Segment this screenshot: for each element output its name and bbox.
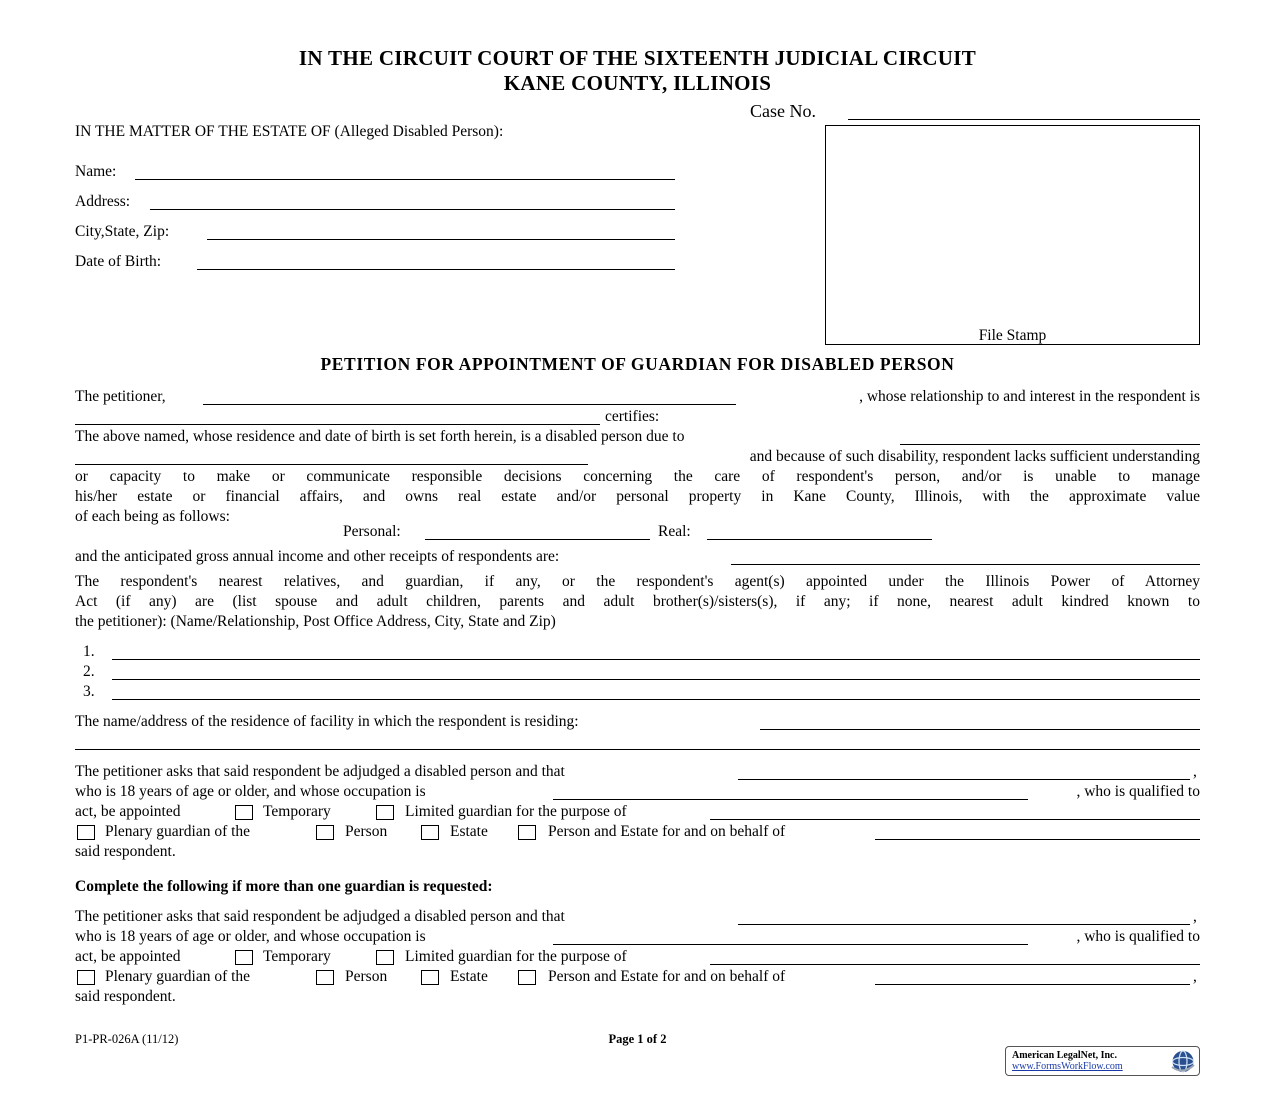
plenary-guardian-label: Plenary guardian of the <box>105 823 251 840</box>
guardian-occupation-field[interactable] <box>553 799 1028 800</box>
temporary-checkbox-2[interactable] <box>235 950 253 965</box>
form-id: P1-PR-026A (11/12) <box>75 1032 179 1046</box>
relative-number: 1. <box>83 643 95 660</box>
disability-text: The above named, whose residence and date of birth is set forth herein, is a disabled person due to <box>75 428 685 445</box>
facility-field-2[interactable] <box>75 749 1200 750</box>
understanding-text: and because of such disability, respondent lacks sufficient understanding <box>749 448 1200 465</box>
facility-field[interactable] <box>760 729 1200 730</box>
relatives-text-1: The respondent's nearest relatives, and guardian, if any, or the respondent's agent(s) appointed under the Illinois Power of Attorney <box>75 573 1200 590</box>
relative-field-3[interactable] <box>112 699 1200 700</box>
logo-url[interactable]: www.FormsWorkFlow.com <box>1012 1061 1123 1072</box>
guardian-age-text: who is 18 years of age or older, and whose occupation is <box>75 928 426 945</box>
real-value-field[interactable] <box>707 539 932 540</box>
temporary-checkbox[interactable] <box>235 805 253 820</box>
limited-guardian-checkbox[interactable] <box>376 805 394 820</box>
guardian-name-field-2[interactable] <box>738 924 1190 925</box>
limited-guardian-label: Limited guardian for the purpose of <box>405 948 627 965</box>
person-checkbox[interactable] <box>316 825 334 840</box>
page-number: Page 1 of 2 <box>608 1032 667 1046</box>
on-behalf-of-field-2[interactable] <box>875 984 1190 985</box>
form-title: PETITION FOR APPOINTMENT OF GUARDIAN FOR DISABLED PERSON <box>320 354 955 374</box>
limited-guardian-checkbox-2[interactable] <box>376 950 394 965</box>
personal-value-field[interactable] <box>425 539 650 540</box>
person-label: Person <box>345 823 388 840</box>
limited-purpose-field-2[interactable] <box>710 964 1200 965</box>
said-respondent-text: said respondent. <box>75 988 176 1005</box>
guardian-occupation-field-2[interactable] <box>553 944 1028 945</box>
city-state-zip-label: City,State, Zip: <box>75 223 170 240</box>
income-text: and the anticipated gross annual income and other receipts of respondents are: <box>75 548 560 565</box>
real-label: Real: <box>658 523 691 540</box>
temporary-label: Temporary <box>263 803 331 820</box>
guardian-ask-text: The petitioner asks that said respondent be adjudged a disabled person and that <box>75 908 565 925</box>
plenary-guardian-checkbox-2[interactable] <box>77 970 95 985</box>
income-field[interactable] <box>731 564 1200 565</box>
person-checkbox-2[interactable] <box>316 970 334 985</box>
person-and-estate-checkbox[interactable] <box>518 825 536 840</box>
relatives-text-2: Act (if any) are (list spouse and adult children, parents and adult brother(s)/sisters(s), if any; if none, nearest adult kindred known to <box>75 593 1200 610</box>
name-label: Name: <box>75 163 117 180</box>
globe-icon <box>1170 1049 1196 1074</box>
on-behalf-of-field[interactable] <box>875 839 1200 840</box>
case-no-label: Case No. <box>750 101 816 121</box>
additional-guardian-heading: Complete the following if more than one guardian is requested: <box>75 878 493 895</box>
guardian-name-field[interactable] <box>738 779 1190 780</box>
case-no-field[interactable] <box>848 119 1200 120</box>
appointed-text: act, be appointed <box>75 948 181 965</box>
court-heading: IN THE CIRCUIT COURT OF THE SIXTEENTH JUDICIAL CIRCUIT <box>298 46 977 70</box>
relative-field-1[interactable] <box>112 659 1200 660</box>
person-label: Person <box>345 968 388 985</box>
file-stamp-label: File Stamp <box>978 327 1047 344</box>
county-heading: KANE COUNTY, ILLINOIS <box>503 71 772 95</box>
estate-label: Estate <box>450 823 488 840</box>
temporary-label: Temporary <box>263 948 331 965</box>
comma-text: , <box>1193 908 1197 925</box>
disability-cause-field-2[interactable] <box>75 464 588 465</box>
disability-cause-field[interactable] <box>900 444 1200 445</box>
comma-text: , <box>1193 968 1197 985</box>
date-of-birth-field[interactable] <box>197 269 675 270</box>
qualified-text: , who is qualified to <box>1076 783 1200 800</box>
relatives-text-3: the petitioner): (Name/Relationship, Post Office Address, City, State and Zip) <box>75 613 556 630</box>
comma-text: , <box>1193 763 1197 780</box>
estate-label: Estate <box>450 968 488 985</box>
address-field[interactable] <box>150 209 675 210</box>
relative-number: 2. <box>83 663 95 680</box>
logo-company-name: American LegalNet, Inc. <box>1012 1050 1117 1061</box>
value-text: of each being as follows: <box>75 508 230 525</box>
address-label: Address: <box>75 193 131 210</box>
qualified-text: , who is qualified to <box>1076 928 1200 945</box>
relative-field-2[interactable] <box>112 679 1200 680</box>
name-field[interactable] <box>135 179 675 180</box>
facility-text: The name/address of the residence of facility in which the respondent is residing: <box>75 713 579 730</box>
said-respondent-text: said respondent. <box>75 843 176 860</box>
estate-affairs-text: his/her estate or financial affairs, and owns real estate and/or personal property in Kane County, Illinois, with the approximate value <box>75 488 1200 505</box>
person-and-estate-label: Person and Estate for and on behalf of <box>548 823 786 840</box>
file-stamp-box <box>825 125 1200 345</box>
estate-checkbox[interactable] <box>421 825 439 840</box>
date-of-birth-label: Date of Birth: <box>75 253 162 270</box>
petitioner-label: The petitioner, <box>75 388 166 405</box>
person-and-estate-checkbox-2[interactable] <box>518 970 536 985</box>
certifies-text: certifies: <box>605 408 660 425</box>
capacity-text: or capacity to make or communicate responsible decisions concerning the care of respondent's person, and/or is unable to manage <box>75 468 1200 485</box>
plenary-guardian-label: Plenary guardian of the <box>105 968 251 985</box>
guardian-ask-text: The petitioner asks that said respondent be adjudged a disabled person and that <box>75 763 565 780</box>
appointed-text: act, be appointed <box>75 803 181 820</box>
american-legalnet-logo[interactable] <box>1005 1046 1200 1076</box>
estate-heading: IN THE MATTER OF THE ESTATE OF (Alleged Disabled Person): <box>75 123 504 140</box>
estate-checkbox-2[interactable] <box>421 970 439 985</box>
limited-guardian-label: Limited guardian for the purpose of <box>405 803 627 820</box>
personal-label: Personal: <box>343 523 401 540</box>
petitioner-name-field[interactable] <box>203 404 736 405</box>
relative-number: 3. <box>83 683 95 700</box>
city-state-zip-field[interactable] <box>207 239 675 240</box>
plenary-guardian-checkbox[interactable] <box>77 825 95 840</box>
relationship-text: , whose relationship to and interest in the respondent is <box>859 388 1200 405</box>
relationship-field[interactable] <box>75 424 600 425</box>
person-and-estate-label: Person and Estate for and on behalf of <box>548 968 786 985</box>
limited-purpose-field[interactable] <box>710 819 1200 820</box>
guardian-age-text: who is 18 years of age or older, and whose occupation is <box>75 783 426 800</box>
